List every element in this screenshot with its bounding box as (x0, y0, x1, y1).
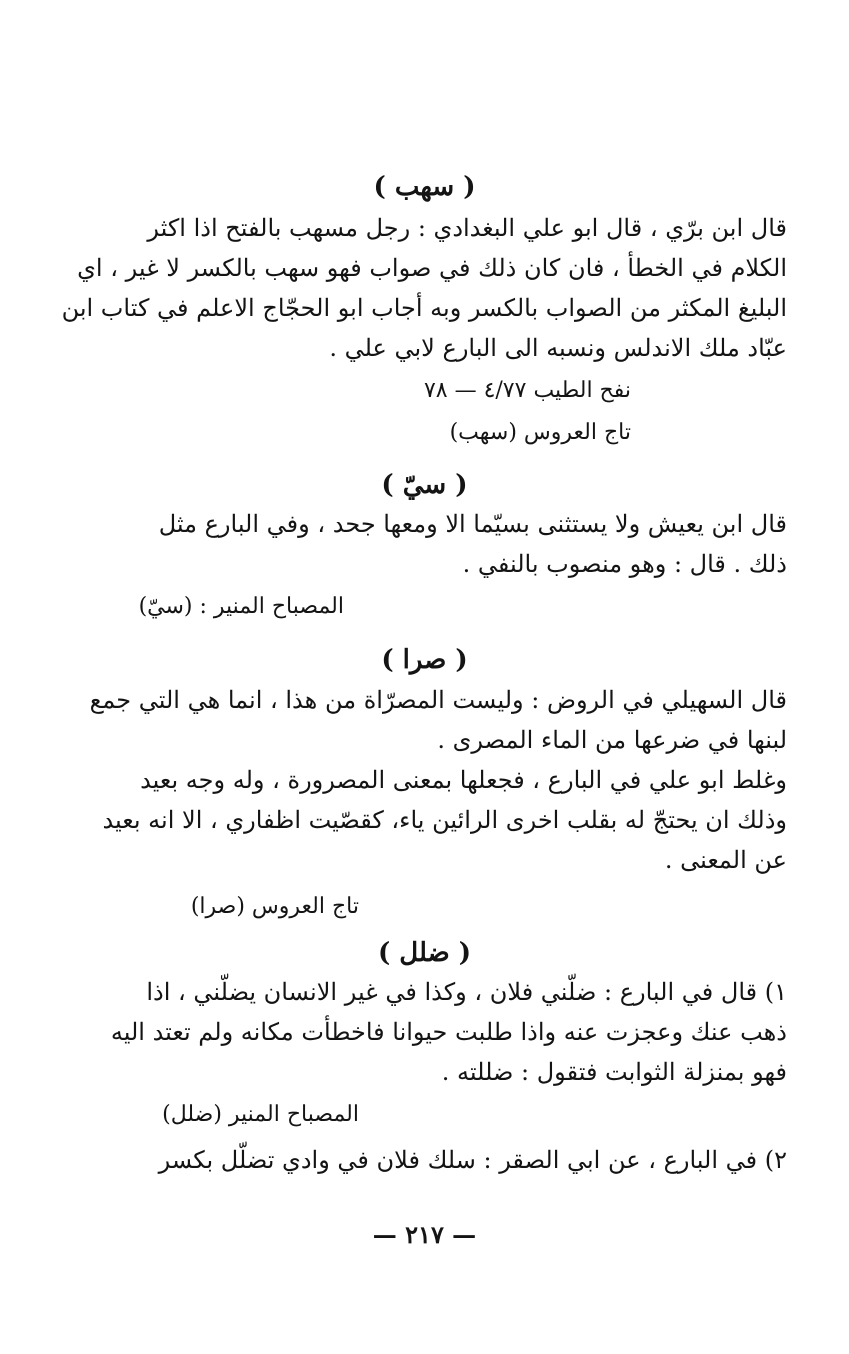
entry-heading-sara: ( صرا ) (381, 645, 468, 675)
entry-line: ٢) في البارع ، عن ابي الصقر : سلك فلان في وادي تضلّل بكسر (158, 1146, 787, 1174)
entry-heading-dalal: ( ضلل ) (377, 938, 472, 968)
entry-heading-sayy: ( سيّ ) (381, 470, 468, 500)
entry-line: عبّاد ملك الاندلس ونسبه الى البارع لابي علي . (329, 334, 787, 362)
source-citation: المصباح المنير : (سيّ) (138, 594, 344, 619)
entry-line: قال ابن برّي ، قال ابو علي البغدادي : رجل مسهب بالفتح اذا اكثر (147, 214, 787, 242)
source-citation: تاج العروس (صرا) (190, 894, 359, 919)
entry-heading-sahab: ( سهب ) (373, 172, 476, 202)
entry-line: قال ابن يعيش ولا يستثنى بسيّما الا ومعها جحد ، وفي البارع مثل (158, 510, 787, 538)
entry-line: الكلام في الخطأ ، فان كان ذلك في صواب فهو سهب بالكسر لا غير ، اي (77, 254, 787, 282)
page-number: — ٢١٧ — (372, 1220, 477, 1249)
entry-line: ذلك . قال : وهو منصوب بالنفي . (462, 550, 787, 578)
entry-line: ذهب عنك وعجزت عنه واذا طلبت حيوانا فاخطأت مكانه ولم تعتد اليه (110, 1018, 787, 1046)
source-citation: تاج العروس (سهب) (449, 420, 631, 445)
source-citation: نفح الطيب ٤/٧٧ — ٧٨ (423, 378, 631, 403)
source-citation: المصباح المنير (ضلل) (162, 1102, 359, 1127)
entry-line: وذلك ان يحتجّ له بقلب اخرى الرائين ياء، كقصّيت اظفاري ، الا انه بعيد (102, 806, 787, 834)
entry-line: ١) قال في البارع : ضلّني فلان ، وكذا في غير الانسان يضلّني ، اذا (146, 978, 787, 1006)
entry-line: وغلط ابو علي في البارع ، فجعلها بمعنى المصرورة ، وله وجه بعيد (140, 766, 787, 794)
entry-line: عن المعنى . (664, 846, 787, 874)
entry-line: فهو بمنزلة الثوابت فتقول : ضللته . (441, 1058, 787, 1086)
entry-line: البليغ المكثر من الصواب بالكسر وبه أجاب ابو الحجّاج الاعلم في كتاب ابن (61, 294, 787, 322)
entry-line: لبنها في ضرعها من الماء المصرى . (437, 726, 787, 754)
entry-line: قال السهيلي في الروض : وليست المصرّاة من هذا ، انما هي التي جمع (89, 686, 787, 714)
